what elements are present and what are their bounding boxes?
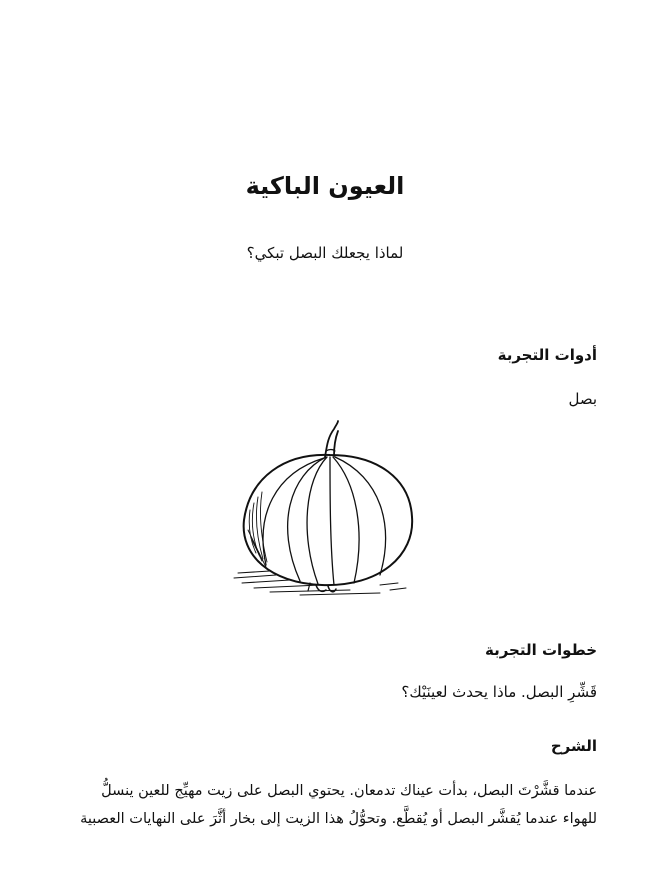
explanation-line: للهواء عندما يُقشَّر البصل أو يُقطَّع. وتحوُّلُ هذا الزيت إلى بخار أثَّرَ على النهايات العصبية [80, 811, 597, 827]
explanation-body [52, 777, 597, 833]
page-title: العيون الباكية [245, 172, 405, 200]
steps-heading: خطوات التجربة [484, 641, 597, 659]
explanation-line: عندما قشَّرْتَ البصل، بدأت عيناك تدمعان. يحتوي البصل على زيت مهيِّج للعين ينسلُّ [101, 783, 597, 799]
tools-heading: أدوات التجربة [497, 346, 597, 364]
onion-illustration [230, 415, 430, 605]
tools-item: بصل [568, 390, 597, 408]
steps-text: قَشِّرِ البصل. ماذا يحدث لعينَيْك؟ [401, 683, 597, 701]
page-subtitle: لماذا يجعلك البصل تبكي؟ [246, 244, 404, 262]
onion-drawing [230, 415, 430, 605]
explanation-heading: الشرح [550, 737, 597, 755]
